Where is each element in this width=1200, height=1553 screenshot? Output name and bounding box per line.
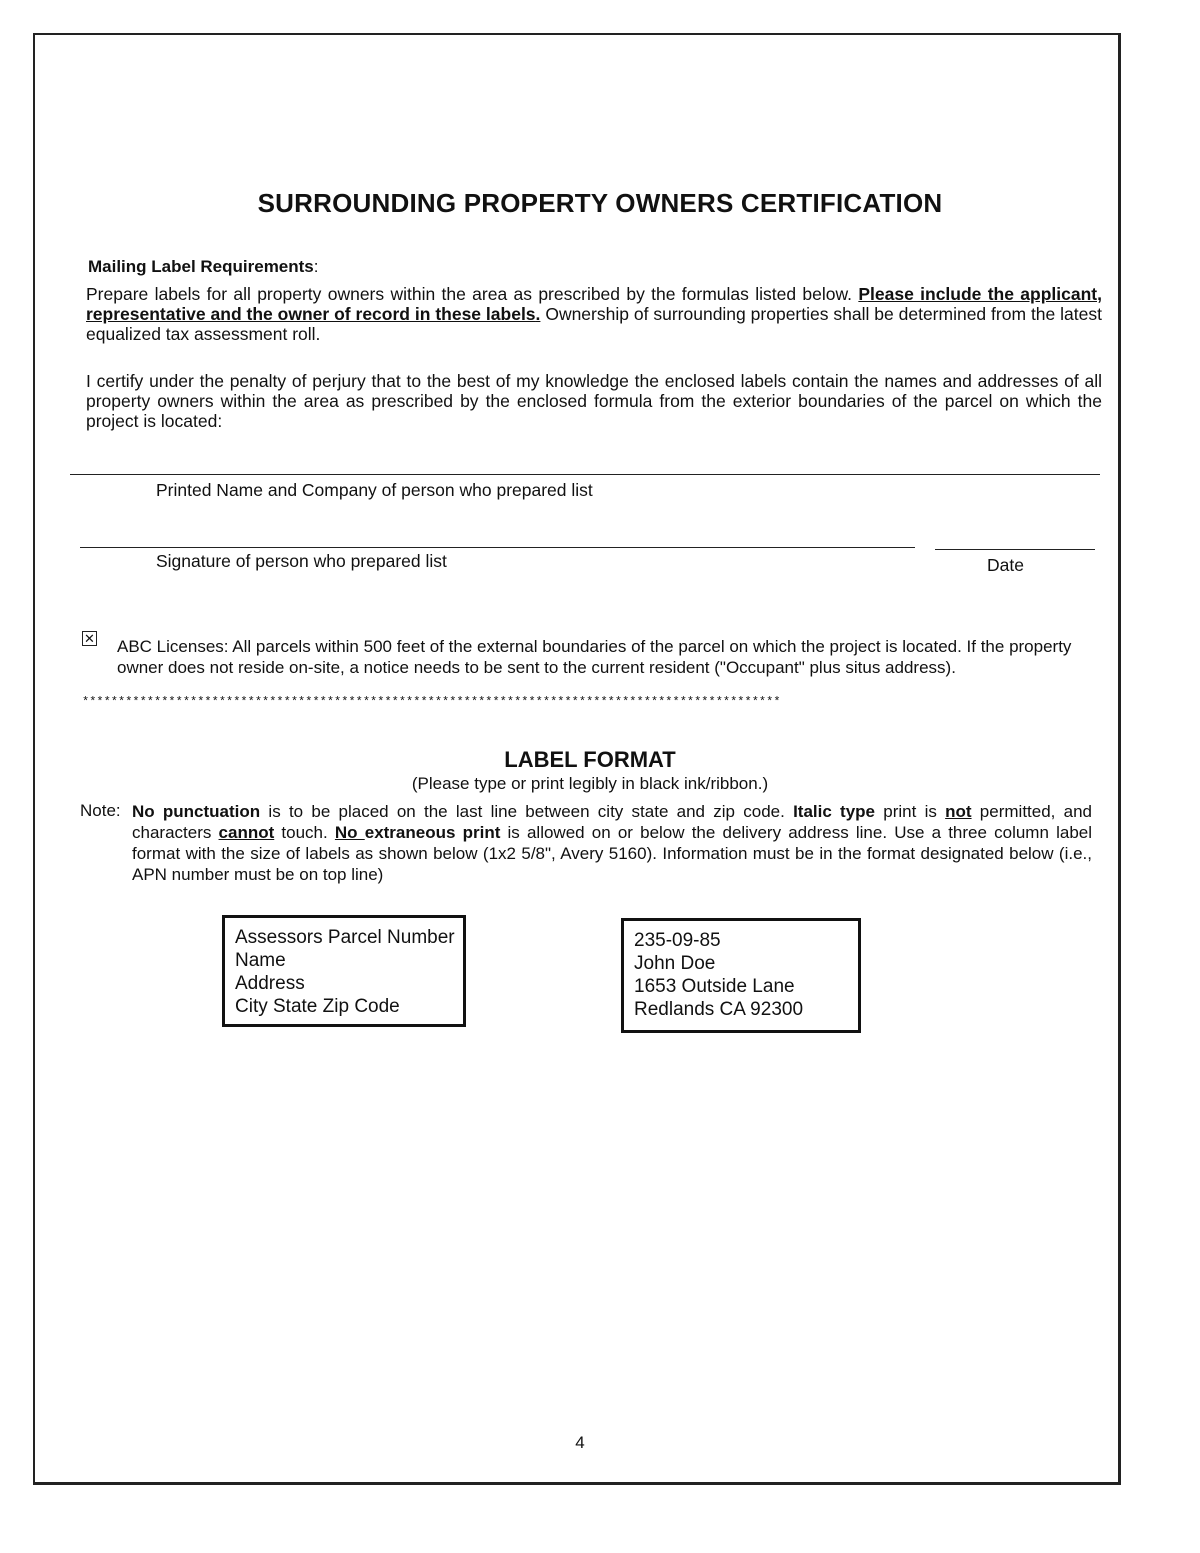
template-label-box (222, 915, 466, 1027)
requirements-tail: Ownership of surrounding properties shall be determined from the latest equalized tax assessment roll. (86, 304, 1102, 344)
note-bold-3: extraneous print (364, 823, 501, 842)
separator-asterisks: ************************************************************************************************* (82, 695, 781, 709)
requirements-heading-text: Mailing Label Requirements (88, 257, 314, 276)
requirements-emphasis-period: . (535, 304, 541, 324)
requirements-heading-colon: : (313, 257, 319, 276)
page-number: 4 (575, 1433, 585, 1452)
note-bold-1: No punctuation (132, 802, 261, 821)
note-bold-2: Italic type (793, 802, 876, 821)
page-title: SURROUNDING PROPERTY OWNERS CERTIFICATION (257, 188, 943, 218)
template-label-line: Assessors Parcel Number (235, 927, 455, 948)
requirements-heading (88, 257, 319, 277)
date-caption: Date (987, 555, 1024, 575)
template-label-line: City State Zip Code (235, 996, 400, 1017)
example-label-line: John Doe (634, 953, 716, 974)
abc-checkbox[interactable] (82, 631, 97, 646)
requirements-paragraph (86, 284, 1102, 344)
note-text-1: is to be placed on the last line between city state and zip code. (260, 802, 794, 821)
example-label-line: Redlands CA 92300 (634, 999, 804, 1020)
note-text-2: print is (875, 802, 946, 821)
example-label-line: 1653 Outside Lane (634, 976, 795, 997)
printed-name-line[interactable] (70, 474, 1100, 475)
note-text-5: is allowed on or below the delivery address line. Use a three column label format with the size of labels as shown below (1x2 5/8", Avery 5160). Information must be in the format designated below (i.e., APN number must be on top line) (132, 823, 1092, 884)
checkmark-x-icon: ✕ (84, 631, 95, 646)
printed-name-caption: Printed Name and Company of person who prepared list (156, 480, 593, 500)
note-underline-3: No (334, 823, 365, 842)
requirements-emphasis: Please include the applicant, representative and the owner of record in these labels (86, 284, 1102, 324)
note-text (132, 801, 1092, 885)
signature-line[interactable] (80, 547, 915, 548)
certification-paragraph: I certify under the penalty of perjury that to the best of my knowledge the enclosed labels contain the names and addresses of all property owners within the area as prescribed by the enclosed formula from the exterior boundaries of the parcel on which the project is located: (86, 371, 1102, 431)
template-label-line: Name (235, 950, 286, 971)
example-label-box (621, 918, 861, 1033)
template-label-line: Address (235, 973, 305, 994)
example-label-line: 235-09-85 (634, 930, 721, 951)
date-line[interactable] (935, 549, 1095, 550)
abc-licenses-text: ABC Licenses: All parcels within 500 feet of the external boundaries of the parcel on which the project is located. If the property owner does not reside on-site, a notice needs to be sent to the current resident ("Occupant" plus situs address). (117, 637, 1072, 677)
note-text-3: permitted, and characters (132, 802, 1093, 842)
note-label: Note: (80, 801, 121, 820)
note-text-4: touch. (274, 823, 335, 842)
signature-caption: Signature of person who prepared list (156, 551, 447, 571)
label-format-heading: LABEL FORMAT (504, 747, 676, 772)
requirements-text: Prepare labels for all property owners within the area as prescribed by the formulas listed below. (86, 284, 853, 304)
note-underline-1: not (945, 802, 972, 821)
label-format-subheading: (Please type or print legibly in black ink/ribbon.) (411, 774, 769, 793)
note-underline-2: cannot (218, 823, 275, 842)
